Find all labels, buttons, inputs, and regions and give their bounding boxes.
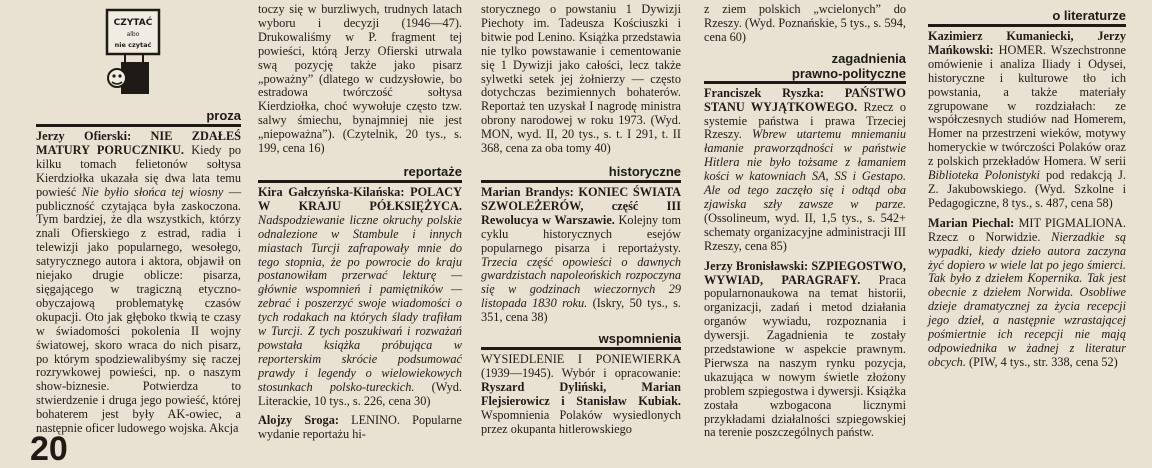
review-italic: Wbrew utartemu mniemaniu łamanie praworządności w państwie Hitlera nie było tożsame z łamaniem kości w katowniach SA, SS i Gestapo. Ale od tego zaczęło się i odtąd oba zjawiska szły zawsze w parze.	[704, 127, 906, 211]
column-2	[258, 3, 462, 448]
review-piechal	[928, 217, 1126, 370]
review-text: Praca popularnonaukowa na temat historii, organizacji, zadań i metod działania organów wywiadu, rozpoznania i dywersji. Zagadnienia te zostały przedstawione w aspekcie prawnym. Pierwsza na naszym rynku pozycja, ukazująca w nowym świetle złożony problem szpiegostwa i dywersji. Książka została wzbogacona licznymi przykładami działalności szpiegowskiej na terenie poszczególnych państw.	[704, 272, 906, 440]
section-heading-zagadnienia: zagadnienia	[831, 50, 906, 66]
review-italic: Nadspodziewanie liczne okruchy polskie odnalezione w Stambule i innych miastach Turcji zafrapowały mnie do tego stopnia, że po powrocie do kraju postanowiłam przerwać lekturę — głównie wspomnień i pamiętników — zebrać i poszerzyć swoje wiadomości o tych rodakach na których ślady trafiłam w Turcji. Z tych poszukiwań i rozważań powstała książka próbująca w reporterskim skrócie podsumować prawdy i legendy o wielowiekowych stosunkach polsko-tureckich.	[258, 212, 462, 394]
logo-figure-icon	[103, 8, 163, 96]
review-ofierski	[36, 130, 241, 436]
column-1	[36, 108, 241, 442]
review-text: Kiedy po kilku tomach felietonów sołtysa Kierdziołka ukazała się dwa lata temu powieść	[36, 142, 241, 199]
review-title: Jerzy Ofierski: NIE ZDAŁEŚ MATURY PORUCZNIKU.	[36, 129, 241, 157]
review-italic: Biblioteka Polonistyki	[928, 168, 1040, 183]
review-text: MIT PIGMALIONA. Rzecz o Norwidzie.	[928, 215, 1126, 244]
logo-text-3: nie czytać	[114, 41, 152, 49]
section-heading-proza: proza	[36, 108, 241, 127]
logo-text-1: CZYTAĆ	[113, 18, 153, 28]
section-heading-historyczne: historyczne	[481, 164, 681, 183]
czytac-logo	[103, 8, 163, 96]
review-brandys	[481, 186, 681, 325]
page-number: 20	[30, 430, 68, 468]
review-text: WYSIEDLENIE I PONIEWIERKA (1939—1945). Wybór i opracowanie:	[481, 352, 681, 380]
review-text: Rzecz o systemie państwa i prawa Trzeciej Rzeszy.	[704, 99, 906, 142]
review-continuation: storycznego o powstaniu 1 Dywizji Piechoty im. Tadeusza Kościuszki i bitwie pod Lenino. Książka przedstawia nie tylko powstawanie i cementowanie się 1 Dywizji jako całości, lecz także sylwetki setek jej żołnierzy — często dotychczas bezimiennych bohaterów. Reportaż ten uzyskał I nagrodę ministra obrony narodowej w roku 1973. (Wyd. MON, wyd. II, 20 tys., s. t. I 291, t. II 368, cena za oba tomy 40)	[481, 2, 681, 156]
review-text: Kolejny tom cyklu historycznych esejów popularnego pisarza i reportażysty.	[481, 212, 681, 255]
review-text: pod redakcją J. Z. Jakubowskiego. (Wyd. Szkolne i Pedagogiczne, 8 tys., s. 487, cena 58)	[928, 168, 1127, 210]
review-text: HOMER. Wszechstronne omówienie i analiza Iliady i Odysei, historyczne i kulturowe tło ich powstania, a także materiały zgrupowane w rozdziałach: ze współczesnych studiów nad Homerem, Homer na przestrzeni wieków, motywy homeryckie w twórczości Polaków oraz z polskich przekładów Homera. W serii	[928, 42, 1126, 169]
review-title: Alojzy Sroga:	[258, 413, 339, 428]
review-galczynska	[258, 186, 462, 409]
review-kumaniecki	[928, 30, 1126, 211]
review-title: Kira Gałczyńska-Kilańska: POLACY W KRAJU PÓŁKSIĘŻYCA.	[258, 184, 462, 213]
review-italic: Nie byłio słońca tej wiosny	[81, 184, 224, 199]
review-continuation: z ziem polskich „wcielonych” do Rzeszy. (Wyd. Poznańskie, 5 tys., s. 594, cena 60)	[704, 2, 906, 44]
review-italic: Trzecia część opowieści o dawnych gwardzistach napoleońskich rozpoczyna się w godzinach wieczornych 29 listopada 1830 roku.	[481, 254, 681, 311]
column-5	[928, 8, 1126, 376]
section-heading-wspomnienia: wspomnienia	[481, 331, 681, 350]
section-heading-prawno-polityczne: prawno-polityczne	[704, 66, 906, 84]
review-text: (Ossolineum, wyd. II, 1,5 tys., s. 542+ schematy organizacyjne administracji III Rzeszy, cena 85)	[704, 210, 906, 253]
logo-text-2: albo	[126, 31, 140, 38]
review-sroga	[258, 414, 462, 442]
review-title: Kazimierz Kumaniecki, Jerzy Mańkowski:	[928, 29, 1126, 57]
review-text: (Iskry, 50 tys., s. 351, cena 38)	[481, 296, 681, 325]
review-title: Franciszek Ryszka: PAŃSTWO STANU WYJĄTKOWEGO.	[704, 85, 906, 114]
review-continuation: toczy się w burzliwych, trudnych latach wyboru i decyzji (1946—47). Drukowaliśmy w P. fragment tej powieści, którą Jerzy Ofierski utrwala swą pozycję także jako pisarz „poważny” (dlatego w cudzysłowie, bo estradowa twórczość sołtysa Kierdziołka, choć wywołuje często tzw. salwy śmiechu, bynajmniej nie jest „niepoważna”). (Czytelnik, 20 tys., s. 199, cena 16)	[258, 2, 462, 156]
column-4	[704, 3, 906, 446]
section-heading-o-literaturze: o literaturze	[928, 8, 1126, 27]
column-3	[481, 3, 681, 442]
review-title: Ryszard Dyliński, Marian Flejsierowicz i Stanisław Kubiak.	[481, 379, 681, 408]
review-text: LENINO. Popularne wydanie reportażu hi-	[258, 413, 463, 442]
review-text: Wspomnienia Polaków wysiedlonych przez okupanta hitlerowskiego	[481, 407, 681, 436]
review-text: (PIW, 4 tys., str. 338, cena 52)	[965, 354, 1118, 369]
review-title: Jerzy Bronisławski: SZPIEGOSTWO, WYWIAD, PARAGRAFY.	[704, 258, 906, 287]
review-wysiedlenie	[481, 353, 681, 436]
review-title: Marian Brandys: KONIEC ŚWIATA SZWOLEŻERÓW, część III Rewolucya w Warszawie.	[481, 184, 681, 227]
review-text: (Wyd. Literackie, 10 tys., s. 226, cena 30)	[258, 379, 462, 408]
review-bronislawski	[704, 260, 906, 441]
section-heading-reportaze: reportaże	[258, 164, 462, 183]
review-italic: Nierzadkie są wypadki, kiedy dzieło autora zaczyna żyć dopiero w wiele lat po jego śmierci. Tak było z dziełem Kopernika. Tak jest obecnie z dziełem Norwida. Osobliwe dzieje dramatycznej za życia recepcji jego dzieł, a następnie wzrastającej pośmiertnie ich recepcji nie mają odpowiednika w żadnej z literatur obcych.	[928, 229, 1126, 369]
review-title: Marian Piechal:	[928, 215, 1015, 230]
review-text: — publiczność czytająca była zaskoczona. Tym bardziej, że dla wszystkich, którzy znali Ofierskiego z estrad, radia i telewizji jako popularnego, wesołego, satyrycznego autora i aktora, objawił on niejako drugie oblicze: pisarza, sięgającego w tragiczną etyczno-obyczajową problematykę czasów okupacji. Oto jak głęboko tkwią te czasy w świadomości pokolenia II wojny światowej, skoro wraca do nich pisarz, po którym spodziewalibyśmy się raczej rozrywkowej powieści, np. o naszym show-biznesie. Potwierdza to stwierdzenie i druga jego powieść, której bohaterem jest były AK-owiec, a następnie oficer ludowego wojska. Akcja	[36, 184, 241, 436]
review-ryszka	[704, 87, 906, 254]
